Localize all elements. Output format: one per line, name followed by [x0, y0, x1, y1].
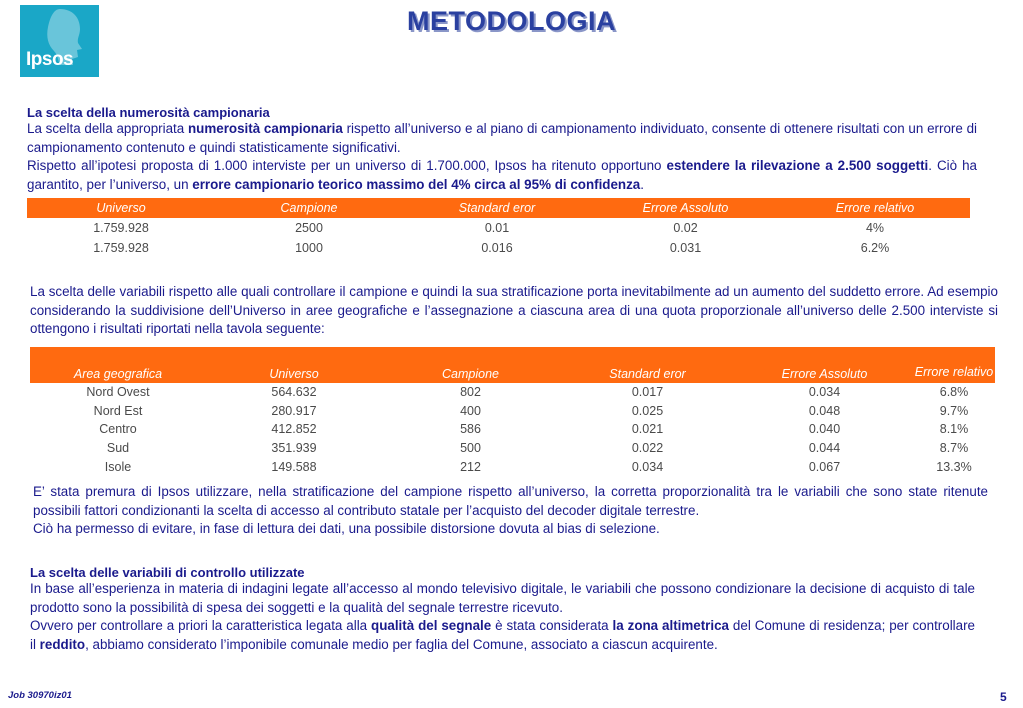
section3-paragraph-1: E’ stata premura di Ipsos utilizzare, nella stratificazione del campione rispetto all’universo, la corretta proporzionalità tra le variabili che sono state ritenute possibili fattori condizionanti la scelta di accesso al contributo statale per l’acquisto del decoder digitale terrestre.	[33, 484, 988, 518]
cell: 2500	[295, 221, 323, 235]
section4-text	[30, 580, 975, 655]
section3-text	[33, 483, 988, 539]
cell: 6.8%	[939, 385, 969, 400]
cell: 0.017	[631, 385, 664, 400]
table-row	[27, 218, 970, 238]
header-area-geografica: Area geografica	[30, 347, 206, 383]
table-row	[30, 439, 995, 458]
logo-text: Ipsos	[26, 49, 74, 70]
job-code: Job 30970iz01	[8, 690, 72, 701]
header-errore-relativo: Errore relativo	[780, 198, 970, 218]
cell: 1.759.928	[93, 241, 149, 255]
cell: 13.3%	[936, 459, 972, 474]
header-campione: Campione	[215, 198, 403, 218]
section2-text	[30, 283, 998, 339]
cell: 0.040	[808, 422, 841, 437]
section4-paragraph-1: In base all’esperienza in materia di indagini legate all’accesso al mondo televisivo digitale, le variabili che possono condizionare la decisione di acquisto di tale prodotto sono la possibilità di spesa dei soggetti e la qualità del segnale terrestre ricevuto.	[30, 581, 975, 615]
header-campione: Campione	[382, 347, 559, 383]
cell: 0.01	[484, 221, 510, 235]
cell: 564.632	[271, 385, 317, 400]
section1-paragraph-2: Rispetto all’ipotesi proposta di 1.000 interviste per un universo di 1.700.000, Ipsos ha ritenuto opportuno estendere la rilevazione a 2.500 soggetti. Ciò ha garantito, per l’universo, un errore campionario teorico massimo del 4% circa al 95% di confidenza.	[27, 158, 977, 193]
cell: 212	[460, 459, 481, 474]
cell: 412.852	[271, 422, 317, 437]
cell: 149.588	[271, 459, 317, 474]
cell: 8.7%	[939, 441, 969, 456]
header-errore-assoluto: Errore Assoluto	[736, 347, 913, 383]
cell: 4%	[865, 221, 885, 235]
cell: 586	[460, 422, 481, 437]
cell: Nord Est	[93, 403, 143, 418]
table-row	[30, 402, 995, 421]
cell: 0.031	[669, 241, 702, 255]
table-row	[30, 420, 995, 439]
cell: Sud	[106, 441, 130, 456]
cell: 0.067	[808, 459, 841, 474]
sample-error-table	[27, 198, 970, 258]
cell: 0.048	[808, 403, 841, 418]
section1-paragraph-1: La scelta della appropriata numerosità campionaria rispetto all’universo e al piano di campionamento individuato, consente di ottenere risultati con un errore di campionamento contenuto e quindi statisticamente significativi.	[27, 121, 978, 155]
page-number: 5	[1000, 690, 1007, 704]
section4-paragraph-2: Ovvero per controllare a priori la caratteristica legata alla qualità del segnale è stata considerata la zona altimetrica del Comune di residenza; per controllare il reddito, abbiamo considerato l’imponibile comunale medio per faglia del Comune, associato a ciascun acquirente.	[30, 618, 975, 653]
section1-text	[27, 120, 977, 195]
page-title: METODOLOGIA	[406, 6, 616, 36]
header-errore-relativo: Errore relativo	[913, 347, 995, 383]
cell: 280.917	[271, 403, 317, 418]
section-heading-variabili: La scelta delle variabili di controllo utilizzate	[30, 565, 305, 580]
cell: 351.939	[271, 441, 317, 456]
table-row	[27, 238, 970, 258]
table-row	[30, 457, 995, 476]
cell: Nord Ovest	[86, 385, 150, 400]
section2-paragraph-1: La scelta delle variabili rispetto alle quali controllare il campione e quindi la sua stratificazione porta inevitabilmente ad un aumento del suddetto errore. Ad esempio considerando la suddivisione dell’Universo in aree geografiche e l’assegnazione a ciascuna area di una quota proporzionale all’universo delle 2.500 interviste si ottengono i risultati riportati nella tavola seguente:	[30, 284, 998, 337]
cell: 8.1%	[939, 422, 969, 437]
cell: 0.021	[631, 422, 664, 437]
cell: 0.025	[631, 403, 664, 418]
cell: Centro	[99, 422, 137, 437]
cell: 400	[460, 403, 481, 418]
cell: 1000	[295, 241, 323, 255]
cell: 500	[460, 441, 481, 456]
cell: 0.034	[631, 459, 664, 474]
geographic-area-table	[30, 347, 995, 476]
header-universo: Universo	[27, 198, 215, 218]
cell: 802	[460, 385, 481, 400]
cell: 0.044	[808, 441, 841, 456]
cell: 0.016	[481, 241, 513, 255]
header-standard-eror: Standard eror	[403, 198, 591, 218]
cell: 0.022	[631, 441, 664, 456]
header-errore-assoluto: Errore Assoluto	[591, 198, 780, 218]
header-universo: Universo	[206, 347, 382, 383]
table-header-row	[30, 347, 995, 383]
cell: 6.2%	[860, 241, 890, 255]
cell: 9.7%	[939, 403, 969, 418]
section3-paragraph-2: Ciò ha permesso di evitare, in fase di lettura dei dati, una possibile distorsione dovuta al bias di selezione.	[33, 521, 660, 537]
cell: 1.759.928	[93, 221, 149, 235]
table-header-row	[27, 198, 970, 218]
header-standard-eror: Standard eror	[559, 347, 736, 383]
table-row	[30, 383, 995, 402]
section-heading-numerosita: La scelta della numerosità campionaria	[27, 105, 270, 120]
cell: Isole	[104, 459, 132, 474]
cell: 0.034	[808, 385, 841, 400]
cell: 0.02	[673, 221, 698, 235]
